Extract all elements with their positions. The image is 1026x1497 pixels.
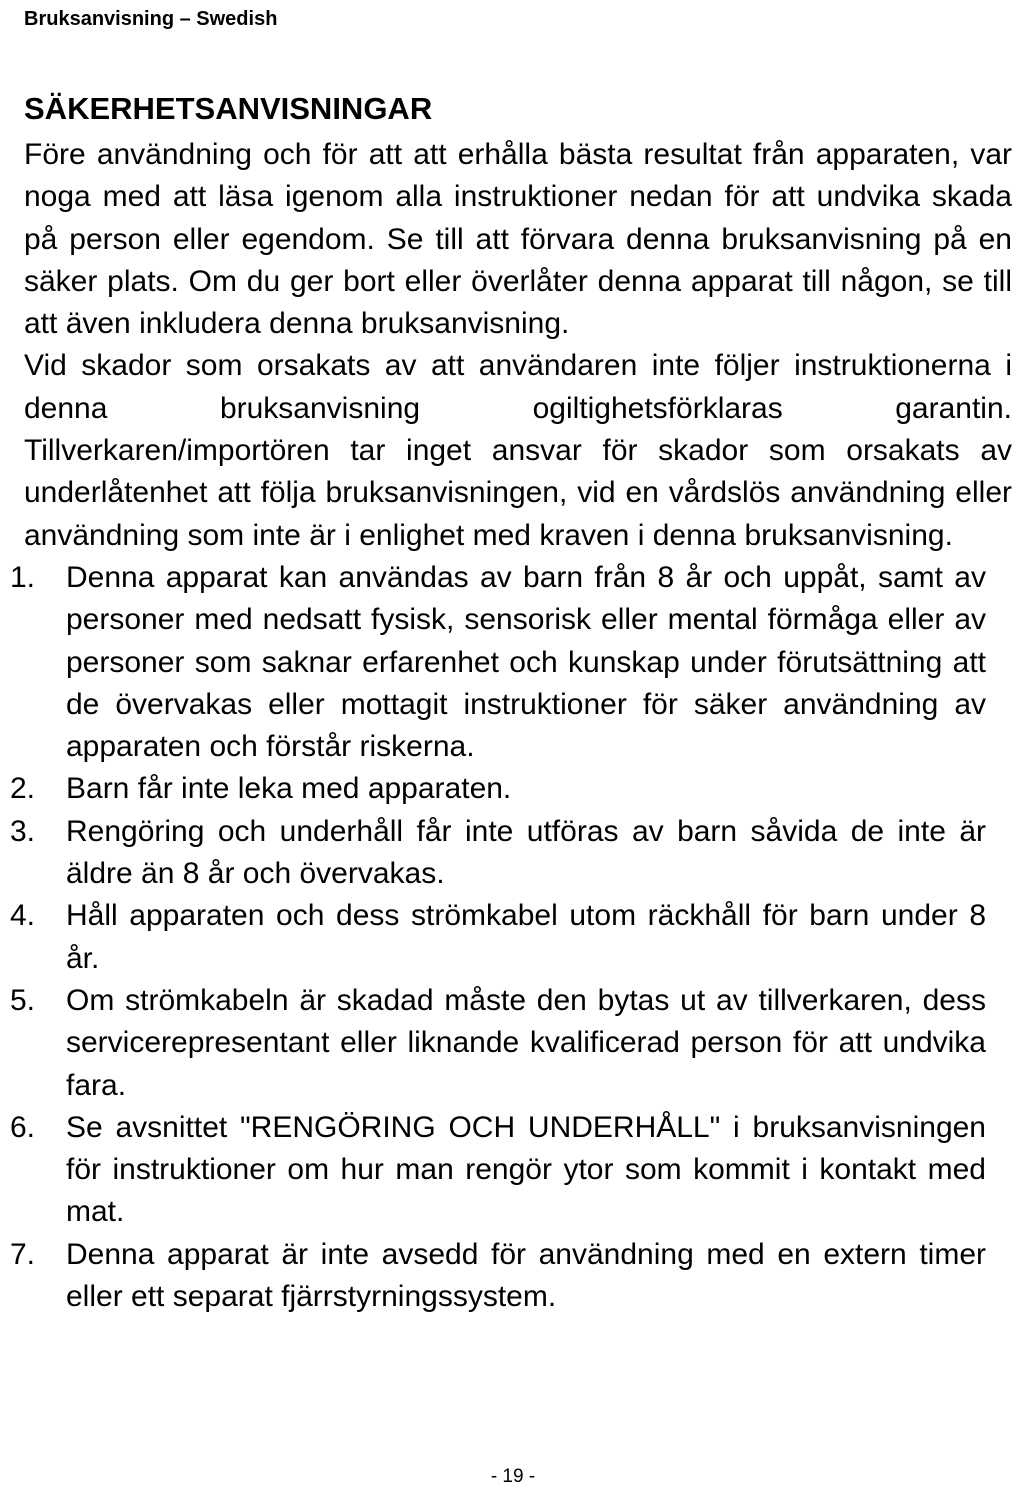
page-number: - 19 - — [490, 1466, 536, 1487]
list-item — [10, 768, 986, 810]
list-item-number: 4. — [10, 899, 36, 933]
list-item-text: Se avsnittet "RENGÖRING OCH UNDERHÅLL" i bruksanvisningen för instruktioner om hur man rengör ytor som kommit i kontakt med mat. — [66, 1110, 986, 1229]
list-item — [10, 557, 986, 768]
list-item — [10, 895, 986, 980]
safety-rules-list — [10, 557, 986, 1318]
list-item-text: Rengöring och underhåll får inte utföras av barn såvida de inte är äldre än 8 år och övervakas. — [66, 814, 986, 891]
list-item — [10, 1107, 986, 1234]
intro-paragraph: Före användning och för att att erhålla bästa resultat från apparaten, var noga med att läsa igenom alla instruktioner nedan för att undvika skada på person eller egendom. Se till att förvara denna bruksanvisning på en säker plats. Om du ger bort eller överlåter denna apparat till någon, se till att även inkludera denna bruksanvisning. — [24, 138, 1012, 341]
list-item — [10, 1234, 986, 1319]
list-item-number: 1. — [10, 560, 36, 594]
list-item-number: 6. — [10, 1110, 36, 1144]
list-item-text: Barn får inte leka med apparaten. — [66, 772, 512, 806]
list-item-number: 5. — [10, 983, 36, 1017]
list-item-number: 7. — [10, 1237, 36, 1271]
list-item-number: 3. — [10, 814, 36, 848]
list-item-text: Denna apparat kan användas av barn från 8 år och uppåt, samt av personer med nedsatt fysisk, sensorisk eller mental förmåga eller av personer som saknar erfarenhet och kunskap under förutsättning att de övervakas eller mottagit instruktioner för säker användning av apparaten och förstår riskerna. — [66, 560, 986, 764]
list-item-text: Håll apparaten och dess strömkabel utom räckhåll för barn under 8 år. — [66, 899, 986, 975]
list-item-number: 2. — [10, 772, 36, 806]
list-item — [10, 811, 986, 896]
document-body — [10, 134, 1012, 1318]
list-item-text: Om strömkabeln är skadad måste den bytas ut av tillverkaren, dess servicerepresentant eller liknande kvalificerad person för att undvika fara. — [66, 983, 986, 1102]
list-item-text: Denna apparat är inte avsedd för användning med en extern timer eller ett separat fjärrstyrningssystem. — [66, 1237, 986, 1314]
list-item — [10, 980, 986, 1107]
warranty-paragraph: Vid skador som orsakats av att användaren inte följer instruktionerna i denna bruksanvisning ogiltighetsförklaras garantin. Tillverkaren/importören tar inget ansvar för skador som orsakats av underlåtenhet att följa bruksanvisningen, vid en vårdslös användning eller användning som inte är i enlighet med kraven i denna bruksanvisning. — [24, 349, 1012, 552]
section-title: SÄKERHETSANVISNINGAR — [24, 91, 433, 126]
document-header: Bruksanvisning – Swedish — [24, 8, 278, 30]
